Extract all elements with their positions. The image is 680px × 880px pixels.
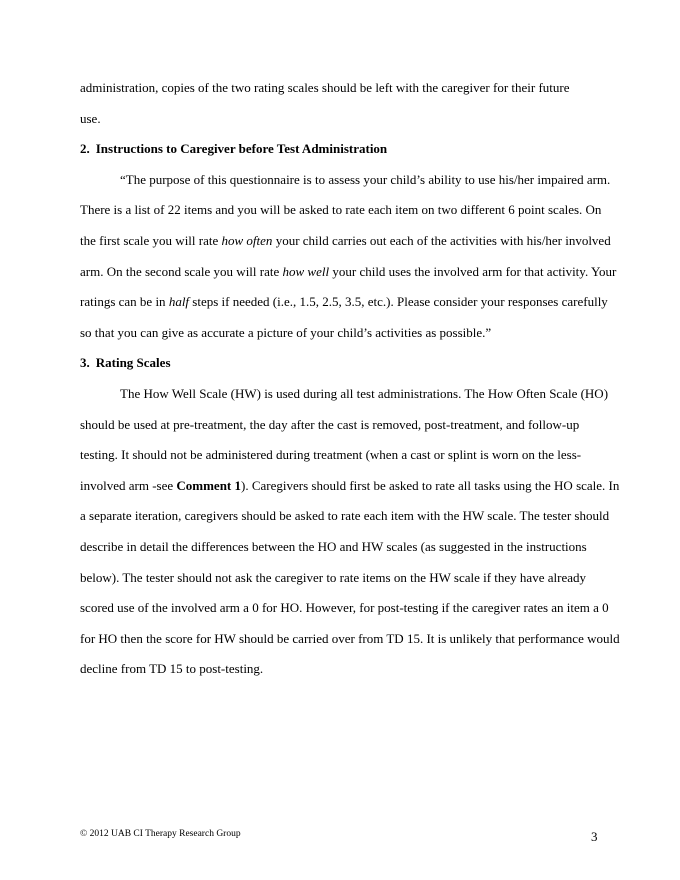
section-2-title: Instructions to Caregiver before Test Administration: [95, 141, 388, 157]
intro-line-2: use.: [80, 110, 101, 126]
section-2-emphasis-3: half: [168, 294, 190, 310]
section-2-emphasis-1: how often: [221, 232, 273, 248]
footer-copyright: © 2012 UAB CI Therapy Research Group: [80, 829, 241, 839]
section-3-text-1: The How Well Scale (HW) is used during all test administrations. The How Often Scale (HO) should be used at pre-treatment, the day after the cast is removed, post-treatment, and follow-up testing. It should not be administered during treatment (when a cast or splint is worn on the less-involved arm -see: [80, 385, 609, 493]
section-3-title: Rating Scales: [95, 355, 171, 371]
section-2-paragraph: [80, 165, 620, 349]
section-2-number: 2.: [80, 141, 90, 157]
section-3-heading: [80, 348, 620, 379]
section-2-emphasis-2: how well: [282, 263, 330, 279]
section-2-text-1: “The purpose of this questionnaire is to assess your child’s ability to use his/her impaired arm. There is a list of 22 items and you will be asked to rate each item on two different 6 point scales. On the first scale you will rate: [80, 171, 611, 248]
intro-paragraph: [80, 73, 620, 134]
comment-1-reference: Comment 1: [176, 477, 242, 493]
section-2-heading: [80, 134, 620, 165]
section-2-text-2: your child carries out each of the activities with his/her involved arm. On the second scale you will rate: [80, 232, 611, 279]
section-2-text-4: steps if needed (i.e., 1.5, 2.5, 3.5, etc.). Please consider your responses carefully so that you can give as accurate a picture of your child’s activities as possible.”: [80, 294, 608, 340]
page-number: 3: [591, 829, 598, 844]
section-3-paragraph: [80, 379, 620, 685]
document-body: [80, 73, 620, 685]
intro-line-1: administration, copies of the two rating scales should be left with the caregiver for their future: [80, 80, 570, 95]
section-2-text-3: your child uses the involved arm for that activity. Your ratings can be in: [80, 263, 617, 310]
section-3-text-2: ). Caregivers should first be asked to rate all tasks using the HO scale. In a separate iteration, caregivers should be asked to rate each item with the HW scale. The tester should describe in detail the differences between the HO and HW scales (as suggested in the instructions below). The tester should not ask the caregiver to rate items on the HW scale if they have already scored use of the involved arm a 0 for HO. However, for post-testing if the caregiver rates an item a 0 for HO then the score for HW should be carried over from TD 15. It is unlikely that performance would decline from TD 15 to post-testing.: [80, 477, 620, 677]
section-3-number: 3.: [80, 355, 90, 371]
